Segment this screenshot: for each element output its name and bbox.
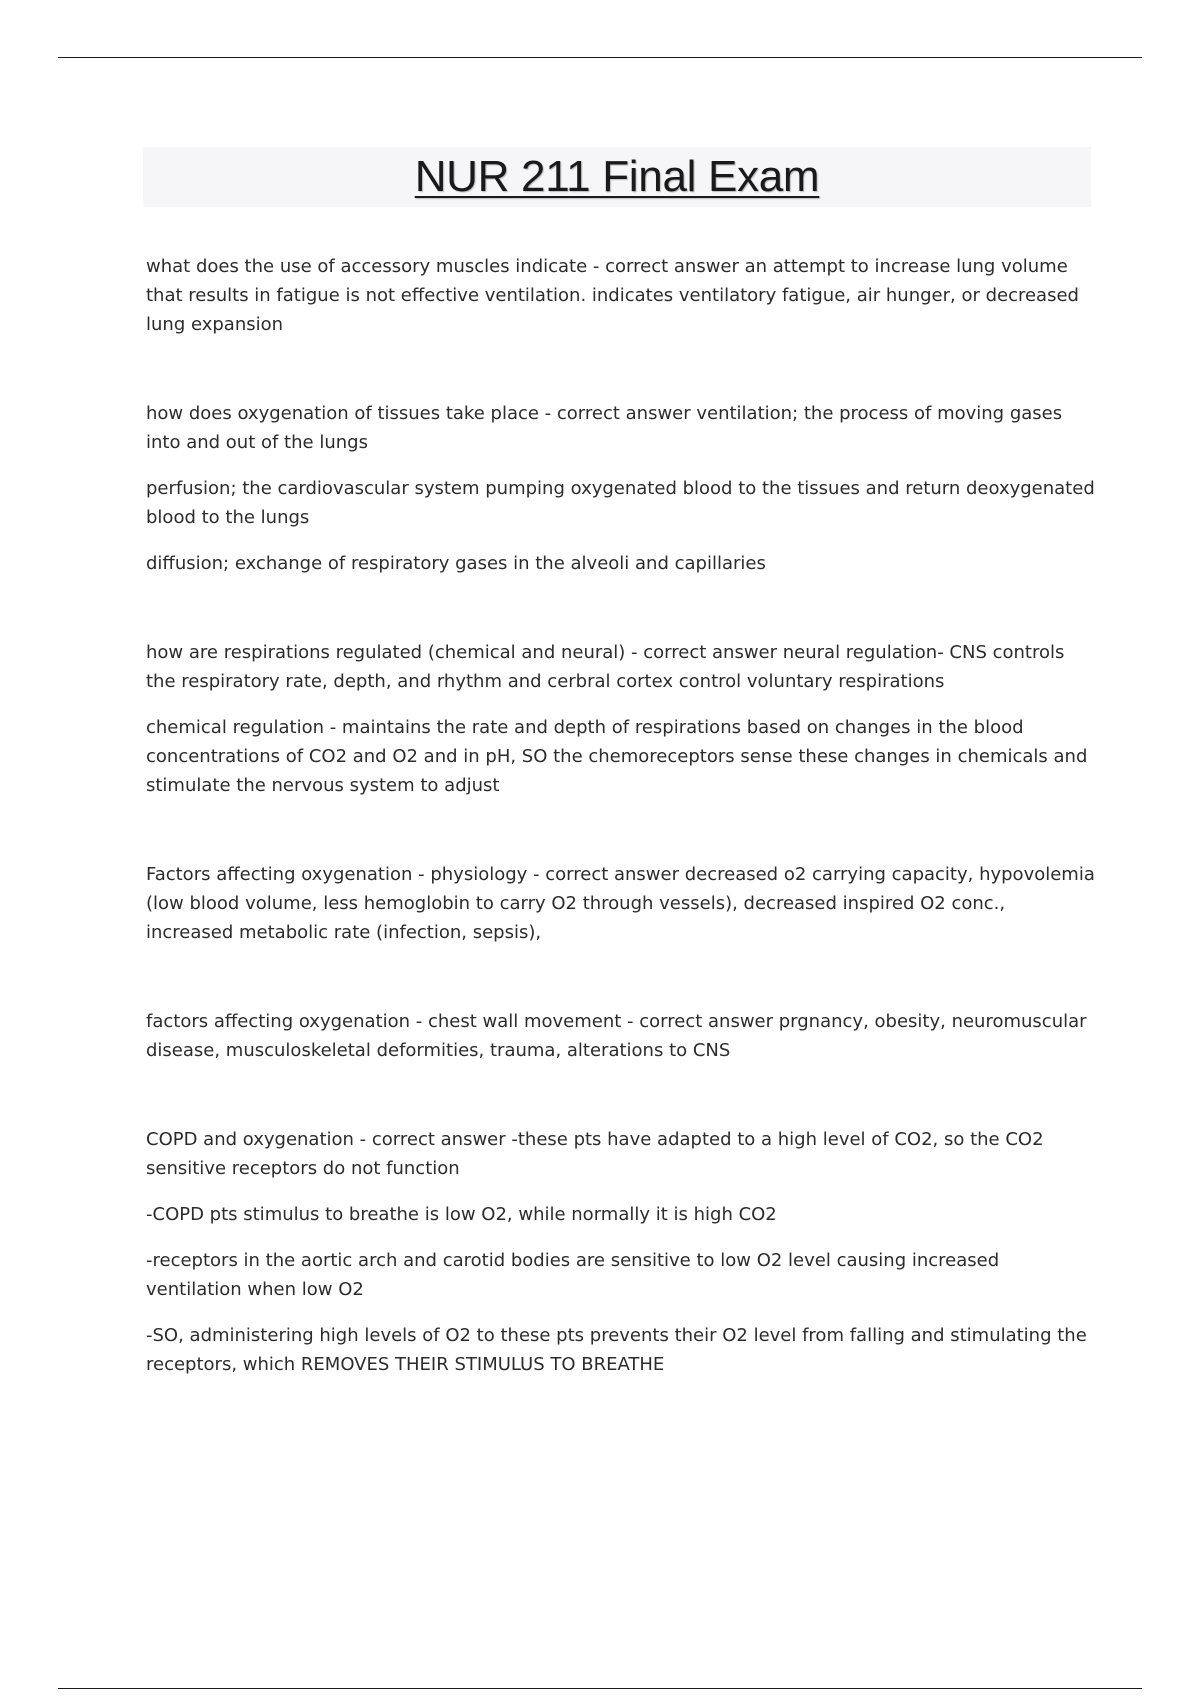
- qa-block-accessory-muscles: [146, 252, 1096, 339]
- qa-paragraph: what does the use of accessory muscles indicate - correct answer an attempt to increase lung volume that results in fatigue is not effective ventilation. indicates ventilatory fatigue, air hunger, or decreased lung expansion: [146, 256, 1079, 335]
- qa-paragraph: diffusion; exchange of respiratory gases in the alveoli and capillaries: [146, 553, 766, 574]
- qa-paragraph: perfusion; the cardiovascular system pumping oxygenated blood to the tissues and return deoxygenated blood to the lungs: [146, 478, 1095, 528]
- qa-paragraph: chemical regulation - maintains the rate and depth of respirations based on changes in the blood concentrations of CO2 and O2 and in pH, SO the chemoreceptors sense these changes in chemicals and stimulate the nervous system to adjust: [146, 717, 1088, 796]
- qa-paragraph: how are respirations regulated (chemical and neural) - correct answer neural regulation- CNS controls the respiratory rate, depth, and rhythm and cerbral cortex control voluntary respirations: [146, 642, 1065, 692]
- qa-block-factors-physiology: [146, 860, 1096, 947]
- qa-paragraph: -receptors in the aortic arch and carotid bodies are sensitive to low O2 level causing increased ventilation when low O2: [146, 1250, 1000, 1300]
- qa-block-factors-chest-wall: [146, 1007, 1096, 1065]
- document-body: [146, 252, 1096, 1379]
- title-banner: [143, 147, 1091, 207]
- bottom-divider: [58, 1688, 1142, 1689]
- qa-paragraph: -COPD pts stimulus to breathe is low O2, while normally it is high CO2: [146, 1204, 777, 1225]
- top-divider: [58, 57, 1142, 58]
- qa-paragraph: Factors affecting oxygenation - physiology - correct answer decreased o2 carrying capacity, hypovolemia (low blood volume, less hemoglobin to carry O2 through vessels), decreased inspired O2 conc., increased metabolic rate (infection, sepsis),: [146, 864, 1095, 943]
- qa-paragraph: factors affecting oxygenation - chest wall movement - correct answer prgnancy, obesity, neuromuscular disease, musculoskeletal deformities, trauma, alterations to CNS: [146, 1011, 1087, 1061]
- qa-paragraph: COPD and oxygenation - correct answer -these pts have adapted to a high level of CO2, so the CO2 sensitive receptors do not function: [146, 1129, 1044, 1179]
- qa-block-respiration-regulation: [146, 638, 1096, 800]
- qa-block-copd: [146, 1125, 1096, 1379]
- qa-paragraph: -SO, administering high levels of O2 to these pts prevents their O2 level from falling and stimulating the receptors, which REMOVES THEIR STIMULUS TO BREATHE: [146, 1325, 1087, 1375]
- qa-paragraph: how does oxygenation of tissues take place - correct answer ventilation; the process of moving gases into and out of the lungs: [146, 403, 1063, 453]
- page-title: NUR 211 Final Exam: [414, 152, 820, 201]
- qa-block-tissue-oxygenation: [146, 399, 1096, 578]
